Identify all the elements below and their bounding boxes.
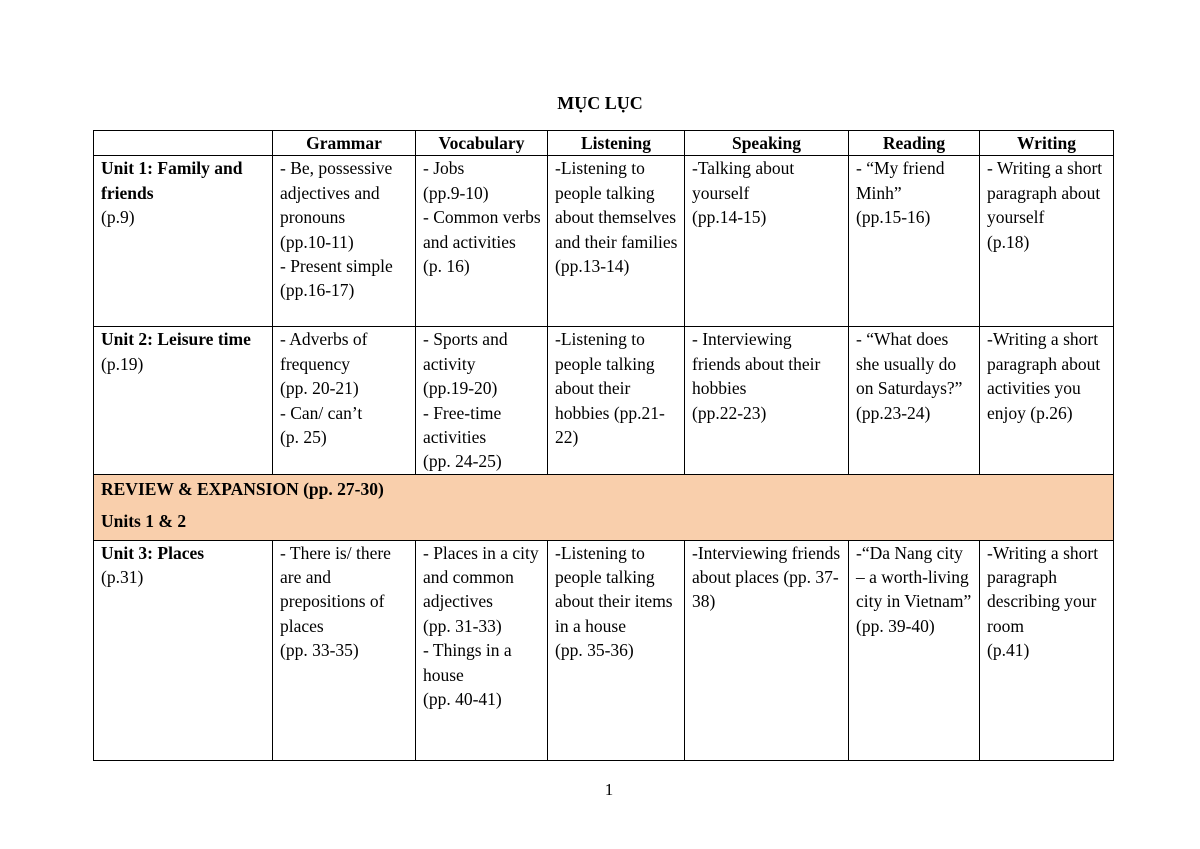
unit-name: Unit 2: Leisure time [101,329,251,350]
speaking-cell: -Interviewing friends about places (pp. 37-38) [685,540,849,760]
vocabulary-cell: - Jobs (pp.9-10) - Common verbs and activities (p. 16) [416,156,548,327]
header-cell-vocabulary: Vocabulary [416,131,548,156]
table-row-unit-1 [94,156,1114,327]
review-row [94,474,1114,540]
speaking-cell: -Talking about yourself (pp.14-15) [685,156,849,327]
grammar-cell: - Be, possessive adjectives and pronouns (pp.10-11) - Present simple (pp.16-17) [273,156,416,327]
unit-page: (p.19) [101,353,144,374]
contents-table [93,130,1114,761]
unit-cell [94,540,273,760]
vocabulary-cell: - Places in a city and common adjectives (pp. 31-33) - Things in a house (pp. 40-41) [416,540,548,760]
unit-name: Unit 3: Places [101,542,205,563]
unit-name: Unit 1: Family and friends [101,158,243,203]
table-row-unit-3 [94,540,1114,760]
vocabulary-cell: - Sports and activity (pp.19-20) - Free-time activities (pp. 24-25) [416,327,548,474]
page-title: MỤC LỤC [557,93,643,113]
grammar-cell: - There is/ there are and prepositions of places (pp. 33-35) [273,540,416,760]
listening-cell: -Listening to people talking about their hobbies (pp.21-22) [548,327,685,474]
table-row-unit-2 [94,327,1114,474]
header-cell-grammar: Grammar [273,131,416,156]
unit-cell [94,327,273,474]
unit-page: (p.9) [101,207,135,228]
reading-cell: - “What does she usually do on Saturdays?” (pp.23-24) [849,327,980,474]
header-cell-reading: Reading [849,131,980,156]
unit-cell [94,156,273,327]
review-units: Units 1 & 2 [101,511,187,532]
header-cell-speaking: Speaking [685,131,849,156]
writing-cell: -Writing a short paragraph describing your room (p.41) [980,540,1114,760]
header-row [94,131,1114,156]
reading-cell: - “My friend Minh” (pp.15-16) [849,156,980,327]
header-cell-listening: Listening [548,131,685,156]
speaking-cell: - Interviewing friends about their hobbies (pp.22-23) [685,327,849,474]
reading-cell: -“Da Nang city – a worth-living city in Vietnam” (pp. 39-40) [849,540,980,760]
review-title: REVIEW & EXPANSION (pp. 27-30) [101,478,384,499]
header-cell-empty [94,131,273,156]
listening-cell: -Listening to people talking about themselves and their families (pp.13-14) [548,156,685,327]
header-cell-writing: Writing [980,131,1114,156]
grammar-cell: - Adverbs of frequency (pp. 20-21) - Can/ can’t (p. 25) [273,327,416,474]
writing-cell: -Writing a short paragraph about activities you enjoy (p.26) [980,327,1114,474]
writing-cell: - Writing a short paragraph about yourself (p.18) [980,156,1114,327]
unit-page: (p.31) [101,567,144,588]
page-number: 1 [604,780,614,799]
review-cell [94,474,1114,540]
listening-cell: -Listening to people talking about their items in a house (pp. 35-36) [548,540,685,760]
